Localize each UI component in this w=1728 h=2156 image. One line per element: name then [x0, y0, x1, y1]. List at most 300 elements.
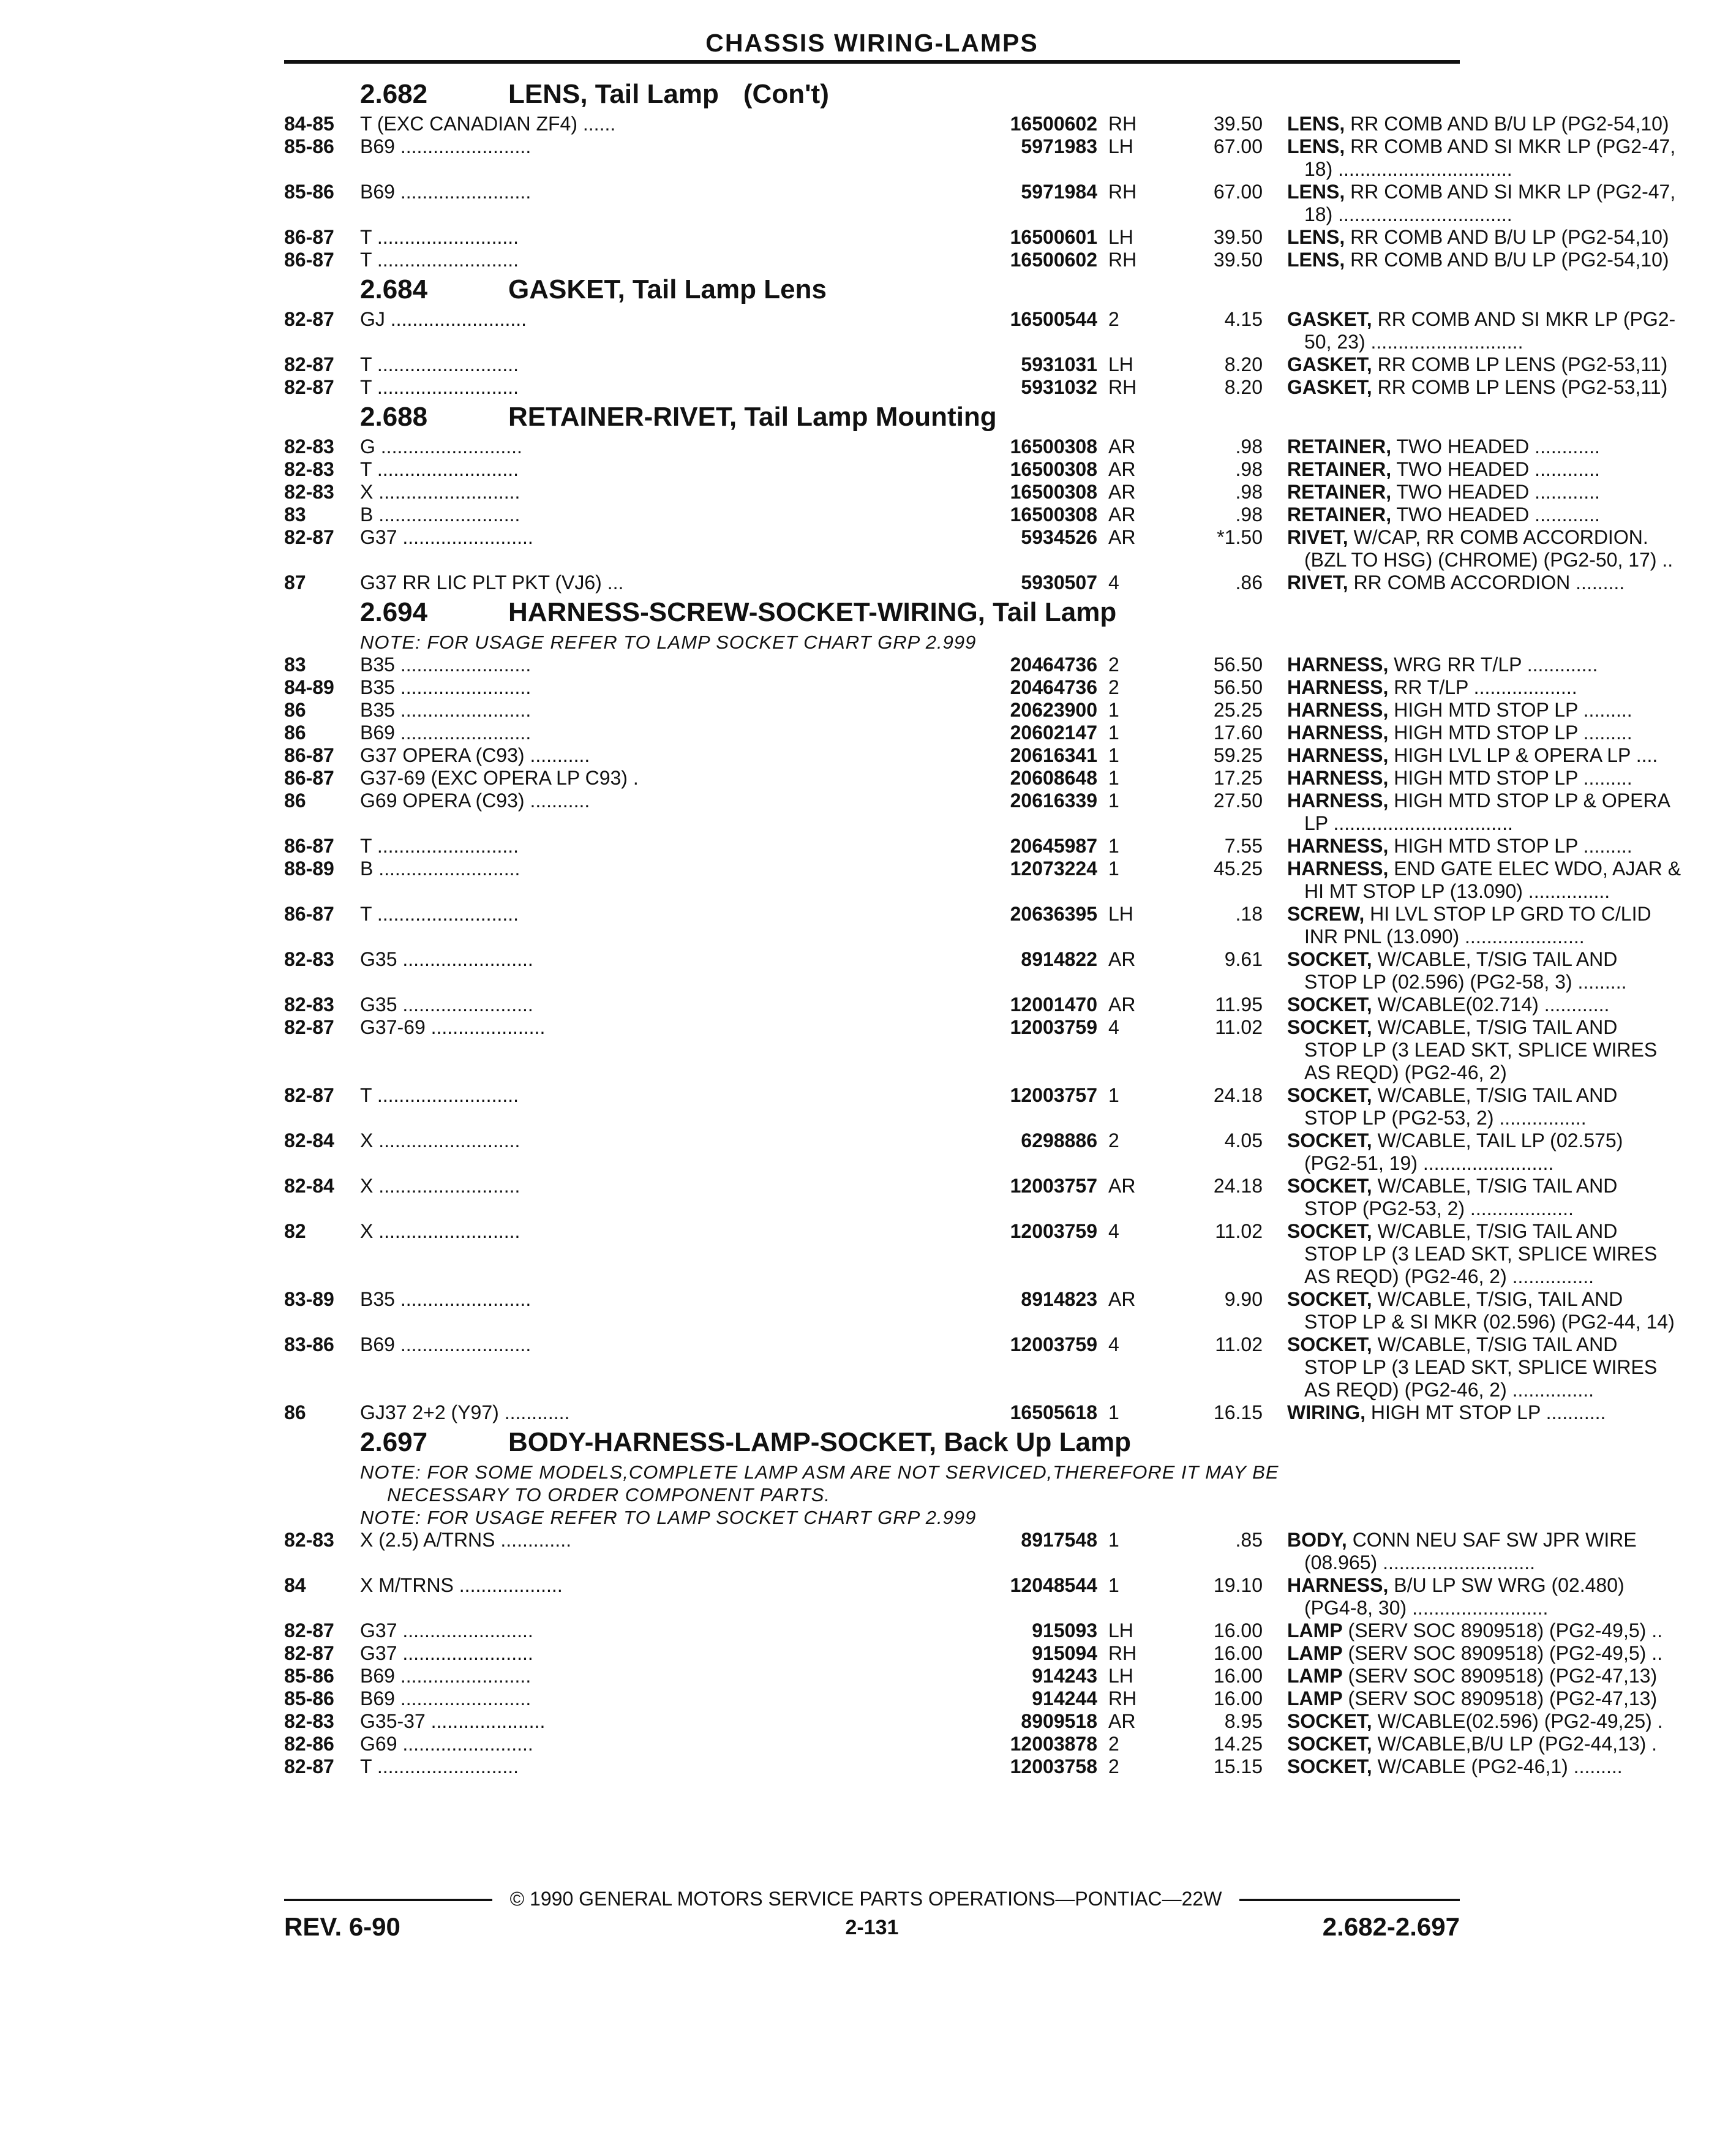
year-range: 85-86 — [284, 181, 334, 203]
description-keyword: HARNESS, — [1287, 722, 1389, 744]
description-keyword: HARNESS, — [1287, 676, 1389, 698]
year-range: 88-89 — [284, 858, 334, 880]
price: 16.00 — [1213, 1642, 1263, 1664]
part-description — [1287, 135, 1728, 181]
part-description — [1287, 1288, 1728, 1333]
model-code: G37 ........................ — [360, 526, 533, 548]
part-number: 914243 — [652, 1665, 1097, 1687]
model-code: B69 ........................ — [360, 135, 532, 157]
part-row — [284, 993, 1610, 1016]
parts-listing — [284, 76, 1681, 1778]
copyright-notice: © 1990 GENERAL MOTORS SERVICE PARTS OPERATIONS—PONTIAC—22W — [509, 1888, 1222, 1910]
part-number: 16505618 — [652, 1401, 1097, 1424]
part-number: 20608648 — [652, 767, 1097, 790]
part-number: 20616339 — [652, 790, 1097, 812]
description-line: SOCKET, W/CABLE, TAIL LP (02.575) — [1287, 1129, 1623, 1152]
section-title-text: RETAINER-RIVET, Tail Lamp Mounting — [508, 402, 997, 432]
part-description — [1287, 458, 1728, 481]
quantity: RH — [1108, 1687, 1137, 1709]
model-code: G37 OPERA (C93) ........... — [360, 744, 590, 766]
part-row — [284, 376, 1668, 399]
year-range: 82-83 — [284, 948, 334, 970]
year-range: 85-86 — [284, 1687, 334, 1709]
model-code: T .......................... — [360, 1755, 519, 1777]
description-keyword: HARNESS, — [1287, 744, 1389, 766]
description-line: SOCKET, W/CABLE, T/SIG TAIL AND — [1287, 1016, 1618, 1038]
price: .18 — [1235, 903, 1263, 925]
price: *1.50 — [1217, 526, 1263, 548]
part-number: 12003757 — [652, 1175, 1097, 1197]
description-line: LAMP (SERV SOC 8909518) (PG2-47,13) — [1287, 1687, 1658, 1709]
year-range: 82-87 — [284, 353, 334, 375]
price: 17.60 — [1213, 722, 1263, 744]
price: .86 — [1235, 571, 1263, 594]
part-description — [1287, 1529, 1728, 1574]
part-description — [1287, 993, 1728, 1016]
part-number: 16500602 — [652, 249, 1097, 271]
part-number: 12003878 — [652, 1733, 1097, 1755]
part-description — [1287, 722, 1728, 744]
quantity: 1 — [1108, 790, 1119, 812]
model-code: T .......................... — [360, 249, 519, 271]
quantity: AR — [1108, 503, 1136, 526]
part-number: 12003759 — [652, 1333, 1097, 1356]
description-keyword: HARNESS, — [1287, 835, 1389, 857]
price: 16.00 — [1213, 1665, 1263, 1687]
year-range: 86-87 — [284, 767, 334, 789]
model-code: B69 ........................ — [360, 1687, 532, 1709]
page-title: CHASSIS WIRING-LAMPS — [705, 29, 1039, 57]
price: 7.55 — [1224, 835, 1263, 857]
revision-label: REV. 6-90 — [284, 1912, 400, 1941]
part-description — [1287, 181, 1728, 226]
part-number: 8914823 — [652, 1288, 1097, 1311]
model-code: X .......................... — [360, 1220, 520, 1242]
part-number: 12003759 — [652, 1016, 1097, 1039]
part-row — [284, 1687, 1658, 1710]
quantity: LH — [1108, 226, 1133, 248]
part-number: 16500308 — [652, 458, 1097, 481]
price: 17.25 — [1213, 767, 1263, 789]
description-keyword: LAMP — [1287, 1642, 1343, 1664]
part-row — [284, 654, 1598, 676]
year-range: 86 — [284, 790, 306, 812]
description-keyword: SOCKET, — [1287, 993, 1372, 1016]
year-range: 82-84 — [284, 1175, 334, 1197]
year-range: 87 — [284, 571, 306, 594]
quantity: AR — [1108, 1288, 1136, 1310]
part-row — [284, 526, 1674, 571]
section-heading — [284, 1424, 1460, 1461]
price: 14.25 — [1213, 1733, 1263, 1755]
year-range: 82-87 — [284, 1755, 334, 1777]
part-description — [1287, 249, 1728, 271]
description-keyword: GASKET, — [1287, 308, 1372, 330]
note-line: NOTE: FOR USAGE REFER TO LAMP SOCKET CHART GRP 2.999 — [360, 631, 977, 653]
price: 16.15 — [1213, 1401, 1263, 1423]
year-range: 82-87 — [284, 1642, 334, 1664]
part-row — [284, 722, 1632, 744]
model-code: T .......................... — [360, 835, 519, 857]
description-line: HARNESS, HIGH MTD STOP LP ......... — [1287, 699, 1632, 721]
quantity: RH — [1108, 376, 1137, 398]
description-keyword: SOCKET, — [1287, 1084, 1372, 1106]
description-line: SOCKET, W/CABLE(02.596) (PG2-49,25) . — [1287, 1710, 1663, 1732]
description-line: HARNESS, END GATE ELEC WDO, AJAR & — [1287, 858, 1681, 880]
description-line: STOP LP (3 LEAD SKT, SPLICE WIRES — [1304, 1039, 1658, 1061]
description-line: SOCKET, W/CABLE, T/SIG TAIL AND — [1287, 1333, 1618, 1355]
usage-note — [284, 631, 1460, 654]
model-code: G37 RR LIC PLT PKT (VJ6) ... — [360, 571, 624, 594]
section-heading — [284, 76, 1460, 113]
part-row — [284, 767, 1632, 790]
part-number: 6298886 — [652, 1129, 1097, 1152]
part-row — [284, 676, 1577, 699]
price: 39.50 — [1213, 226, 1263, 248]
quantity: RH — [1108, 1642, 1137, 1664]
year-range: 82-86 — [284, 1733, 334, 1755]
description-line: SOCKET, W/CABLE, T/SIG TAIL AND — [1287, 1220, 1618, 1242]
price: 4.15 — [1224, 308, 1263, 330]
price: 9.90 — [1224, 1288, 1263, 1310]
part-number: 5931032 — [652, 376, 1097, 399]
part-row — [284, 790, 1670, 835]
price: .98 — [1235, 458, 1263, 480]
model-code: G69 OPERA (C93) ........... — [360, 790, 590, 812]
description-line: LP ................................. — [1304, 812, 1513, 834]
price: 45.25 — [1213, 858, 1263, 880]
description-line: SOCKET, W/CABLE, T/SIG TAIL AND — [1287, 1175, 1618, 1197]
year-range: 84-85 — [284, 113, 334, 135]
part-description — [1287, 376, 1728, 399]
section-heading — [284, 594, 1460, 631]
section-title-text: BODY-HARNESS-LAMP-SOCKET, Back Up Lamp — [508, 1427, 1132, 1457]
year-range: 86-87 — [284, 903, 334, 925]
description-line: LAMP (SERV SOC 8909518) (PG2-49,5) .. — [1287, 1642, 1662, 1664]
description-line: AS REQD) (PG2-46, 2) — [1304, 1061, 1507, 1084]
price: 11.02 — [1215, 1016, 1263, 1038]
year-range: 82-87 — [284, 1084, 334, 1106]
part-description — [1287, 1619, 1728, 1642]
part-row — [284, 903, 1651, 948]
description-line: HARNESS, B/U LP SW WRG (02.480) — [1287, 1574, 1625, 1596]
quantity: 4 — [1108, 1220, 1119, 1242]
part-row — [284, 113, 1669, 135]
part-row — [284, 1220, 1658, 1288]
description-line: LENS, RR COMB AND B/U LP (PG2-54,10) — [1287, 249, 1669, 271]
description-line: SOCKET, W/CABLE(02.714) ............ — [1287, 993, 1610, 1016]
part-description — [1287, 526, 1728, 571]
year-range: 82-83 — [284, 1710, 334, 1732]
part-description — [1287, 790, 1728, 835]
year-range: 82-87 — [284, 1619, 334, 1642]
note-line: NOTE: FOR USAGE REFER TO LAMP SOCKET CHART GRP 2.999 — [360, 1507, 977, 1528]
section-number: 2.682 — [360, 79, 428, 109]
price: .98 — [1235, 481, 1263, 503]
quantity: 1 — [1108, 835, 1119, 857]
description-keyword: SOCKET, — [1287, 1710, 1372, 1732]
description-keyword: HARNESS, — [1287, 1574, 1389, 1596]
year-range: 83-89 — [284, 1288, 334, 1310]
part-row — [284, 353, 1668, 376]
quantity: RH — [1108, 113, 1137, 135]
description-line: LENS, RR COMB AND B/U LP (PG2-54,10) — [1287, 113, 1669, 135]
part-description — [1287, 1016, 1728, 1084]
part-row — [284, 435, 1600, 458]
description-keyword: SOCKET, — [1287, 1016, 1372, 1038]
section-range: 2.682-2.697 — [1322, 1912, 1460, 1941]
model-code: G .......................... — [360, 435, 522, 458]
description-line: STOP LP (3 LEAD SKT, SPLICE WIRES — [1304, 1356, 1658, 1378]
quantity: 1 — [1108, 1574, 1119, 1596]
part-row — [284, 1401, 1606, 1424]
year-range: 86-87 — [284, 835, 334, 857]
description-line: INR PNL (13.090) ...................... — [1304, 925, 1585, 948]
year-range: 82 — [284, 1220, 306, 1242]
year-range: 82-83 — [284, 435, 334, 458]
part-number: 16500544 — [652, 308, 1097, 331]
year-range: 85-86 — [284, 1665, 334, 1687]
part-description — [1287, 226, 1728, 249]
description-line: BODY, CONN NEU SAF SW JPR WIRE — [1287, 1529, 1637, 1551]
part-number: 12073224 — [652, 858, 1097, 880]
quantity: 1 — [1108, 1529, 1119, 1551]
description-keyword: BODY, — [1287, 1529, 1347, 1551]
part-description — [1287, 1175, 1728, 1220]
part-number: 20645987 — [652, 835, 1097, 858]
quantity: 2 — [1108, 676, 1119, 698]
part-number: 5934526 — [652, 526, 1097, 549]
description-line: LENS, RR COMB AND B/U LP (PG2-54,10) — [1287, 226, 1669, 248]
quantity: 1 — [1108, 1084, 1119, 1106]
quantity: AR — [1108, 458, 1136, 480]
description-line: LENS, RR COMB AND SI MKR LP (PG2-47, — [1287, 135, 1676, 157]
description-line: LAMP (SERV SOC 8909518) (PG2-47,13) — [1287, 1665, 1658, 1687]
description-line: (PG2-51, 19) ........................ — [1304, 1152, 1554, 1174]
description-line: SOCKET, W/CABLE, T/SIG, TAIL AND — [1287, 1288, 1623, 1310]
description-keyword: HARNESS, — [1287, 767, 1389, 789]
description-keyword: SOCKET, — [1287, 1129, 1372, 1152]
year-range: 86 — [284, 699, 306, 721]
price: 67.00 — [1213, 135, 1263, 157]
part-row — [284, 948, 1627, 993]
model-code: T .......................... — [360, 903, 519, 925]
part-description — [1287, 503, 1728, 526]
quantity: AR — [1108, 435, 1136, 458]
section-number: 2.694 — [360, 597, 428, 627]
description-line: (BZL TO HSG) (CHROME) (PG2-50, 17) .. — [1304, 549, 1674, 571]
description-line: WIRING, HIGH MT STOP LP ........... — [1287, 1401, 1606, 1423]
model-code: X M/TRNS ................... — [360, 1574, 563, 1596]
description-keyword: RETAINER, — [1287, 458, 1392, 480]
part-number: 12048544 — [652, 1574, 1097, 1597]
page-footer — [284, 1885, 1460, 1953]
part-row — [284, 503, 1600, 526]
section-title — [508, 399, 997, 435]
section-title-text: HARNESS-SCREW-SOCKET-WIRING, Tail Lamp — [508, 597, 1117, 627]
description-line: LENS, RR COMB AND SI MKR LP (PG2-47, — [1287, 181, 1676, 203]
year-range: 86-87 — [284, 249, 334, 271]
usage-note — [284, 1461, 1460, 1506]
quantity: 1 — [1108, 858, 1119, 880]
description-line: 50, 23) ............................ — [1304, 331, 1523, 353]
description-line: STOP LP (02.596) (PG2-58, 3) ......... — [1304, 971, 1627, 993]
price: 24.18 — [1213, 1084, 1263, 1106]
price: 19.10 — [1213, 1574, 1263, 1596]
description-line: HARNESS, HIGH LVL LP & OPERA LP .... — [1287, 744, 1658, 766]
price: 8.20 — [1224, 353, 1263, 375]
part-row — [284, 1333, 1658, 1401]
part-number: 20616341 — [652, 744, 1097, 767]
description-line: GASKET, RR COMB LP LENS (PG2-53,11) — [1287, 376, 1668, 398]
description-line: HARNESS, HIGH MTD STOP LP ......... — [1287, 835, 1632, 857]
part-number: 20636395 — [652, 903, 1097, 925]
description-line: STOP (PG2-53, 2) ................... — [1304, 1197, 1574, 1219]
part-number: 5971984 — [652, 181, 1097, 203]
price: 27.50 — [1213, 790, 1263, 812]
year-range: 82-87 — [284, 308, 334, 330]
part-description — [1287, 113, 1728, 135]
model-code: B35 ........................ — [360, 676, 532, 698]
model-code: X .......................... — [360, 1175, 520, 1197]
model-code: G35-37 ..................... — [360, 1710, 546, 1732]
price: 8.20 — [1224, 376, 1263, 398]
description-keyword: GASKET, — [1287, 376, 1372, 398]
quantity: LH — [1108, 903, 1133, 925]
model-code: G35 ........................ — [360, 993, 533, 1016]
description-line: RIVET, RR COMB ACCORDION ......... — [1287, 571, 1625, 594]
description-line: AS REQD) (PG2-46, 2) ............... — [1304, 1379, 1594, 1401]
description-line: SOCKET, W/CABLE,B/U LP (PG2-44,13) . — [1287, 1733, 1658, 1755]
section-number: 2.684 — [360, 274, 428, 304]
quantity: 2 — [1108, 1755, 1119, 1777]
quantity: AR — [1108, 1710, 1136, 1732]
part-description — [1287, 1642, 1728, 1665]
model-code: G35 ........................ — [360, 948, 533, 970]
section-continued: (Con't) — [743, 79, 829, 109]
part-number: 915093 — [652, 1619, 1097, 1642]
model-code: G37 ........................ — [360, 1619, 533, 1642]
part-row — [284, 1755, 1623, 1778]
description-keyword: WIRING, — [1287, 1401, 1365, 1423]
quantity: 1 — [1108, 744, 1119, 766]
model-code: B35 ........................ — [360, 699, 532, 721]
part-description — [1287, 1129, 1728, 1175]
model-code: B .......................... — [360, 503, 520, 526]
description-keyword: LENS, — [1287, 249, 1345, 271]
quantity: AR — [1108, 993, 1136, 1016]
model-code: G37 ........................ — [360, 1642, 533, 1664]
model-code: T .......................... — [360, 353, 519, 375]
part-row — [284, 571, 1625, 594]
year-range: 83 — [284, 654, 306, 676]
year-range: 86 — [284, 722, 306, 744]
model-code: T (EXC CANADIAN ZF4) ...... — [360, 113, 616, 135]
part-row — [284, 481, 1600, 503]
price: 56.50 — [1213, 676, 1263, 698]
description-line: RETAINER, TWO HEADED ............ — [1287, 458, 1600, 480]
quantity: 1 — [1108, 699, 1119, 721]
part-number: 20623900 — [652, 699, 1097, 722]
description-keyword: RETAINER, — [1287, 503, 1392, 526]
description-line: STOP LP (PG2-53, 2) ................ — [1304, 1107, 1587, 1129]
part-row — [284, 699, 1632, 722]
model-code: B69 ........................ — [360, 1333, 532, 1355]
section-number: 2.697 — [360, 1427, 428, 1457]
part-row — [284, 1710, 1663, 1733]
price: .85 — [1235, 1529, 1263, 1551]
header-rule — [284, 60, 1460, 64]
price: .98 — [1235, 435, 1263, 458]
quantity: AR — [1108, 1175, 1136, 1197]
description-keyword: HARNESS, — [1287, 699, 1389, 721]
quantity: 1 — [1108, 767, 1119, 789]
part-number: 16500308 — [652, 435, 1097, 458]
price: 11.02 — [1215, 1333, 1263, 1355]
model-code: T .......................... — [360, 1084, 519, 1106]
part-description — [1287, 481, 1728, 503]
price: .98 — [1235, 503, 1263, 526]
part-row — [284, 1529, 1637, 1574]
part-number: 16500602 — [652, 113, 1097, 135]
part-description — [1287, 767, 1728, 790]
part-description — [1287, 1574, 1728, 1619]
part-description — [1287, 1665, 1728, 1687]
quantity: 2 — [1108, 308, 1119, 330]
quantity: AR — [1108, 481, 1136, 503]
part-description — [1287, 571, 1728, 594]
quantity: LH — [1108, 135, 1133, 157]
price: 4.05 — [1224, 1129, 1263, 1152]
part-description — [1287, 835, 1728, 858]
part-number: 16500601 — [652, 226, 1097, 249]
description-keyword: RETAINER, — [1287, 435, 1392, 458]
part-row — [284, 1175, 1618, 1220]
part-description — [1287, 308, 1728, 353]
part-number: 5971983 — [652, 135, 1097, 158]
part-number: 12003758 — [652, 1755, 1097, 1778]
model-code: B69 ........................ — [360, 722, 532, 744]
description-keyword: LENS, — [1287, 113, 1345, 135]
footer-rule — [284, 1899, 492, 1901]
price: 8.95 — [1224, 1710, 1263, 1732]
description-line: RETAINER, TWO HEADED ............ — [1287, 435, 1600, 458]
part-row — [284, 858, 1681, 903]
description-keyword: SOCKET, — [1287, 1288, 1372, 1310]
part-number: 20464736 — [652, 676, 1097, 699]
description-line: SOCKET, W/CABLE, T/SIG TAIL AND — [1287, 1084, 1618, 1106]
model-code: G37-69 ..................... — [360, 1016, 546, 1038]
description-line: SOCKET, W/CABLE, T/SIG TAIL AND — [1287, 948, 1618, 970]
description-keyword: RIVET, — [1287, 571, 1348, 594]
description-keyword: SCREW, — [1287, 903, 1365, 925]
part-description — [1287, 1084, 1728, 1129]
part-number: 20464736 — [652, 654, 1097, 676]
page-header — [284, 27, 1460, 59]
part-description — [1287, 1755, 1728, 1778]
part-row — [284, 1642, 1662, 1665]
part-description — [1287, 1333, 1728, 1401]
part-number: 12003759 — [652, 1220, 1097, 1243]
part-number: 8914822 — [652, 948, 1097, 971]
section-heading — [284, 271, 1460, 308]
part-row — [284, 1288, 1675, 1333]
year-range: 86-87 — [284, 744, 334, 766]
price: 11.02 — [1215, 1220, 1263, 1242]
year-range: 82-87 — [284, 1016, 334, 1038]
description-line: AS REQD) (PG2-46, 2) ............... — [1304, 1265, 1594, 1287]
price: 25.25 — [1213, 699, 1263, 721]
